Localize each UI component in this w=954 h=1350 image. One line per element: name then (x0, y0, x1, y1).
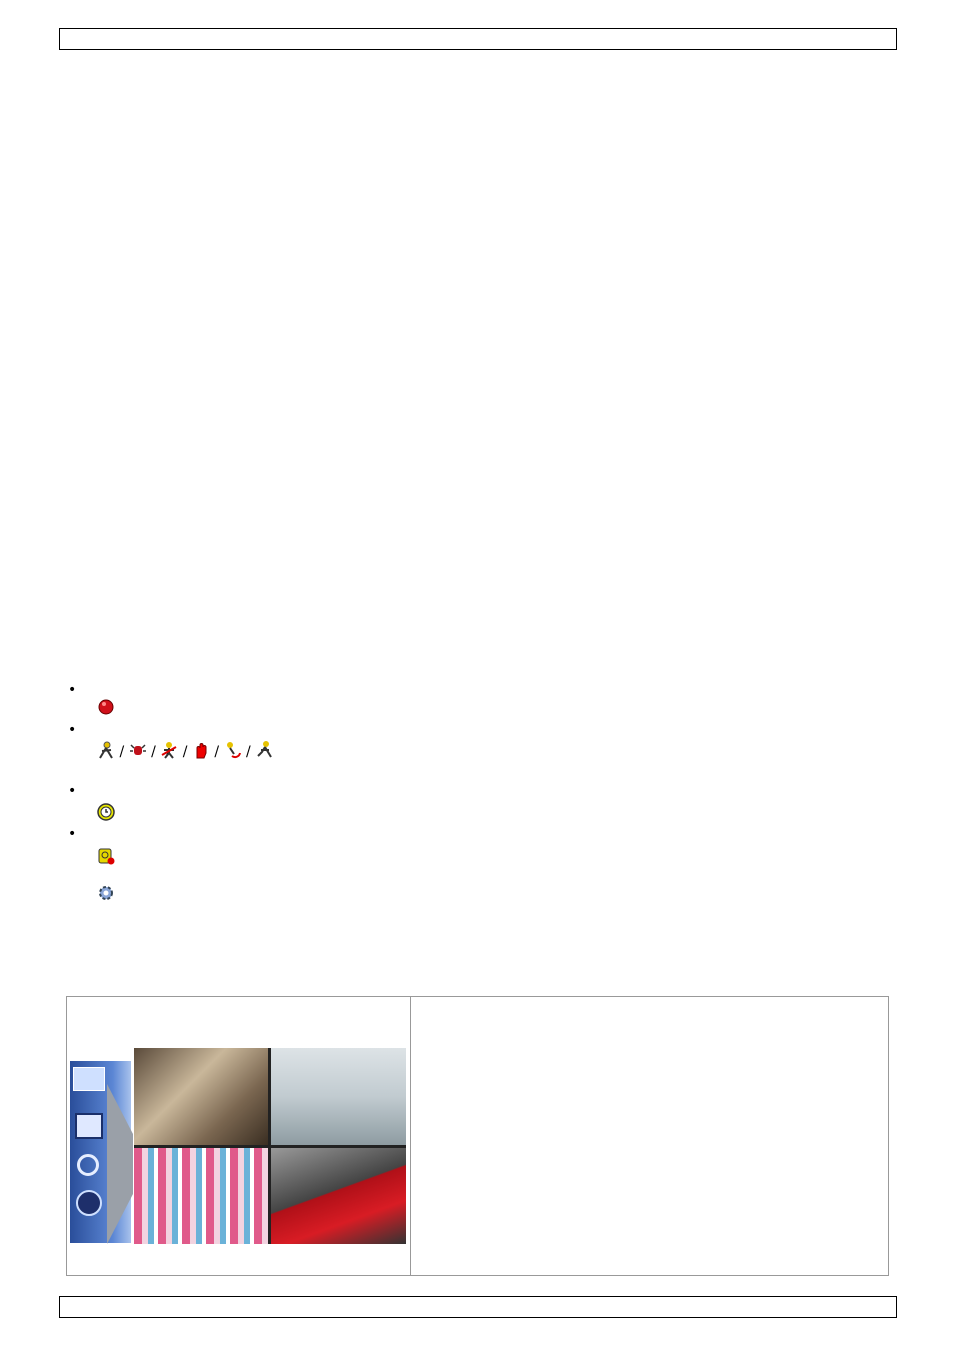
quick-menu-table (66, 996, 889, 1276)
manual-record-item: • (68, 681, 868, 721)
camera-view-1 (134, 1048, 268, 1145)
strip-power-icon (76, 1190, 102, 1216)
event-record-item: • / / / / / (68, 721, 868, 781)
camera-view-3 (134, 1148, 268, 1244)
strip-zoom-icon (77, 1154, 99, 1176)
timer-record-item: • (68, 782, 868, 822)
record-icon (97, 698, 115, 716)
page-header (59, 28, 897, 50)
expand-arrow (107, 1064, 133, 1264)
alarm-icon (129, 741, 147, 759)
page-footer (59, 1296, 897, 1318)
camera-view-4 (271, 1148, 406, 1244)
hdd-overwrite-item: • (68, 825, 868, 905)
human-detection-icon (97, 741, 115, 759)
section-heading (68, 918, 122, 936)
quick-menu-preview-cell (67, 997, 411, 1275)
camera-view-2 (271, 1048, 406, 1145)
scene-change-icon (224, 741, 242, 759)
camera-grid (134, 1048, 406, 1244)
motion-icon (255, 741, 273, 759)
advanced-config-gear-icon (97, 884, 115, 902)
one-way-icon (192, 741, 210, 759)
timer-on-icon (97, 803, 115, 821)
strip-film-icon (75, 1113, 103, 1139)
strip-monitor-icon (73, 1067, 105, 1091)
virtual-fence-icon (160, 741, 178, 759)
hdd-overwrite-on-icon (97, 847, 115, 865)
